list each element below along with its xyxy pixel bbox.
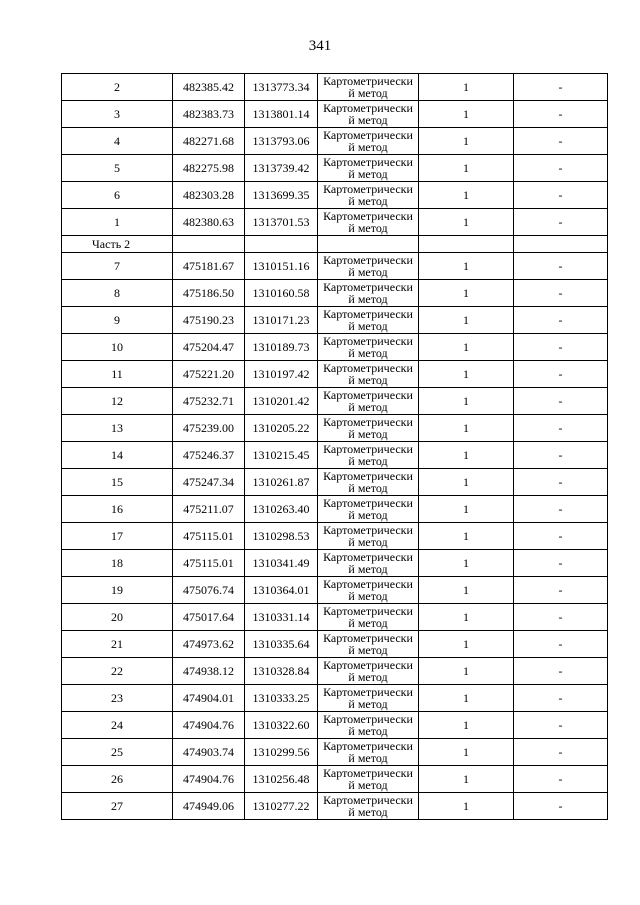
method-cell <box>318 361 419 388</box>
point-number-cell: 2 <box>62 74 173 101</box>
method-text-line1: Картометрически <box>323 74 413 88</box>
table-row <box>62 253 608 280</box>
y-coordinate-cell: 1310215.45 <box>245 442 318 469</box>
page-number: 341 <box>308 38 332 54</box>
method-text-line1: Картометрически <box>323 334 413 348</box>
value-cell: 1 <box>419 550 514 577</box>
table-row <box>62 388 608 415</box>
section-row <box>62 236 608 253</box>
point-number-cell: 11 <box>62 361 173 388</box>
method-text-line1: Картометрически <box>323 415 413 429</box>
method-text-line2: й метод <box>348 265 388 279</box>
method-text-line2: й метод <box>348 221 388 235</box>
y-coordinate-cell: 1310364.01 <box>245 577 318 604</box>
method-text-line2: й метод <box>348 670 388 684</box>
method-cell <box>318 712 419 739</box>
method-cell <box>318 128 419 155</box>
method-cell <box>318 604 419 631</box>
point-number-cell: 16 <box>62 496 173 523</box>
value-cell: 1 <box>419 155 514 182</box>
method-text-line2: й метод <box>348 778 388 792</box>
description-cell: - <box>514 182 608 209</box>
value-cell: 1 <box>419 101 514 128</box>
value-cell: 1 <box>419 793 514 820</box>
value-cell: 1 <box>419 388 514 415</box>
point-number-cell: 26 <box>62 766 173 793</box>
method-text-line2: й метод <box>348 400 388 414</box>
value-cell: 1 <box>419 128 514 155</box>
value-cell: 1 <box>419 469 514 496</box>
y-coordinate-cell: 1310197.42 <box>245 361 318 388</box>
method-text-line2: й метод <box>348 508 388 522</box>
table-row <box>62 739 608 766</box>
method-text-line2: й метод <box>348 194 388 208</box>
value-cell: 1 <box>419 280 514 307</box>
method-text-line2: й метод <box>348 113 388 127</box>
description-cell: - <box>514 739 608 766</box>
table-row <box>62 631 608 658</box>
point-number-cell: 24 <box>62 712 173 739</box>
table-row <box>62 74 608 101</box>
x-coordinate-cell: 475076.74 <box>173 577 245 604</box>
method-cell <box>318 253 419 280</box>
point-number-cell: 20 <box>62 604 173 631</box>
y-coordinate-cell: 1310189.73 <box>245 334 318 361</box>
method-text-line1: Картометрически <box>323 739 413 753</box>
y-coordinate-cell: 1310256.48 <box>245 766 318 793</box>
table-row <box>62 307 608 334</box>
value-cell: 1 <box>419 739 514 766</box>
x-coordinate-cell: 475115.01 <box>173 523 245 550</box>
point-number-cell: 13 <box>62 415 173 442</box>
description-cell: - <box>514 280 608 307</box>
point-number-cell: 18 <box>62 550 173 577</box>
x-coordinate-cell: 475181.67 <box>173 253 245 280</box>
description-cell: - <box>514 469 608 496</box>
point-number-cell: 21 <box>62 631 173 658</box>
method-text-line2: й метод <box>348 751 388 765</box>
description-cell: - <box>514 685 608 712</box>
description-cell: - <box>514 307 608 334</box>
x-coordinate-cell: 482380.63 <box>173 209 245 236</box>
table-row <box>62 155 608 182</box>
y-coordinate-cell: 1310328.84 <box>245 658 318 685</box>
x-coordinate-cell: 474949.06 <box>173 793 245 820</box>
point-number-cell: 25 <box>62 739 173 766</box>
point-number-cell: 19 <box>62 577 173 604</box>
method-text-line2: й метод <box>348 346 388 360</box>
table-row <box>62 128 608 155</box>
y-coordinate-cell: 1313739.42 <box>245 155 318 182</box>
x-coordinate-cell: 475246.37 <box>173 442 245 469</box>
method-text-line1: Картометрически <box>323 658 413 672</box>
point-number-cell: 6 <box>62 182 173 209</box>
description-cell: - <box>514 74 608 101</box>
value-cell: 1 <box>419 604 514 631</box>
description-cell: - <box>514 209 608 236</box>
point-number-cell: 9 <box>62 307 173 334</box>
method-cell <box>318 182 419 209</box>
description-cell: - <box>514 793 608 820</box>
table-row <box>62 496 608 523</box>
method-cell <box>318 334 419 361</box>
x-coordinate-cell: 482271.68 <box>173 128 245 155</box>
method-text-line2: й метод <box>348 481 388 495</box>
y-coordinate-cell: 1313701.53 <box>245 209 318 236</box>
method-text-line2: й метод <box>348 643 388 657</box>
x-coordinate-cell: 475247.34 <box>173 469 245 496</box>
table-row <box>62 209 608 236</box>
method-text-line1: Картометрически <box>323 442 413 456</box>
description-cell: - <box>514 128 608 155</box>
table-row <box>62 550 608 577</box>
method-text-line2: й метод <box>348 562 388 576</box>
method-text-line2: й метод <box>348 292 388 306</box>
table-row <box>62 361 608 388</box>
y-coordinate-cell: 1313793.06 <box>245 128 318 155</box>
description-cell: - <box>514 577 608 604</box>
value-cell: 1 <box>419 631 514 658</box>
method-text-line2: й метод <box>348 535 388 549</box>
value-cell: 1 <box>419 766 514 793</box>
description-cell: - <box>514 550 608 577</box>
method-cell <box>318 442 419 469</box>
table-row <box>62 523 608 550</box>
description-cell: - <box>514 361 608 388</box>
point-number-cell: 22 <box>62 658 173 685</box>
value-cell: 1 <box>419 74 514 101</box>
x-coordinate-cell: 475186.50 <box>173 280 245 307</box>
description-cell: - <box>514 442 608 469</box>
table-row <box>62 658 608 685</box>
y-coordinate-cell: 1310331.14 <box>245 604 318 631</box>
method-cell <box>318 388 419 415</box>
description-cell: - <box>514 712 608 739</box>
point-number-cell: 7 <box>62 253 173 280</box>
point-number-cell: 1 <box>62 209 173 236</box>
value-cell: 1 <box>419 361 514 388</box>
method-text-line1: Картометрически <box>323 361 413 375</box>
value-cell: 1 <box>419 307 514 334</box>
method-cell <box>318 496 419 523</box>
description-cell: - <box>514 604 608 631</box>
point-number-cell: 15 <box>62 469 173 496</box>
description-cell: - <box>514 631 608 658</box>
x-coordinate-cell: 475204.47 <box>173 334 245 361</box>
point-number-cell: 17 <box>62 523 173 550</box>
point-number-cell: 5 <box>62 155 173 182</box>
table-row <box>62 415 608 442</box>
method-text-line1: Картометрически <box>323 388 413 402</box>
method-cell <box>318 658 419 685</box>
table-row <box>62 334 608 361</box>
y-coordinate-cell: 1310335.64 <box>245 631 318 658</box>
method-text-line1: Картометрически <box>323 766 413 780</box>
value-cell: 1 <box>419 712 514 739</box>
method-text-line2: й метод <box>348 140 388 154</box>
value-cell: 1 <box>419 209 514 236</box>
method-text-line1: Картометрически <box>323 155 413 169</box>
value-cell: 1 <box>419 182 514 209</box>
method-text-line1: Картометрически <box>323 253 413 267</box>
section-label: Часть 2 <box>62 236 173 253</box>
empty-cell <box>419 236 514 253</box>
x-coordinate-cell: 475239.00 <box>173 415 245 442</box>
description-cell: - <box>514 496 608 523</box>
method-cell <box>318 209 419 236</box>
method-text-line2: й метод <box>348 724 388 738</box>
y-coordinate-cell: 1310299.56 <box>245 739 318 766</box>
method-text-line2: й метод <box>348 805 388 819</box>
y-coordinate-cell: 1310333.25 <box>245 685 318 712</box>
table-row <box>62 766 608 793</box>
y-coordinate-cell: 1310151.16 <box>245 253 318 280</box>
description-cell: - <box>514 253 608 280</box>
point-number-cell: 14 <box>62 442 173 469</box>
method-cell <box>318 739 419 766</box>
method-cell <box>318 523 419 550</box>
y-coordinate-cell: 1310298.53 <box>245 523 318 550</box>
method-text-line2: й метод <box>348 373 388 387</box>
method-text-line2: й метод <box>348 697 388 711</box>
method-text-line1: Картометрически <box>323 280 413 294</box>
x-coordinate-cell: 475190.23 <box>173 307 245 334</box>
description-cell: - <box>514 766 608 793</box>
empty-cell <box>245 236 318 253</box>
x-coordinate-cell: 474904.76 <box>173 766 245 793</box>
value-cell: 1 <box>419 415 514 442</box>
method-text-line2: й метод <box>348 167 388 181</box>
x-coordinate-cell: 475211.07 <box>173 496 245 523</box>
method-text-line2: й метод <box>348 616 388 630</box>
description-cell: - <box>514 415 608 442</box>
table-row <box>62 280 608 307</box>
point-number-cell: 27 <box>62 793 173 820</box>
y-coordinate-cell: 1310205.22 <box>245 415 318 442</box>
point-number-cell: 8 <box>62 280 173 307</box>
x-coordinate-cell: 475232.71 <box>173 388 245 415</box>
method-text-line2: й метод <box>348 319 388 333</box>
method-cell <box>318 469 419 496</box>
y-coordinate-cell: 1310322.60 <box>245 712 318 739</box>
method-cell <box>318 766 419 793</box>
coordinates-table <box>61 73 608 820</box>
empty-cell <box>318 236 419 253</box>
point-number-cell: 10 <box>62 334 173 361</box>
method-cell <box>318 101 419 128</box>
x-coordinate-cell: 482385.42 <box>173 74 245 101</box>
x-coordinate-cell: 474904.01 <box>173 685 245 712</box>
method-text-line2: й метод <box>348 86 388 100</box>
y-coordinate-cell: 1313699.35 <box>245 182 318 209</box>
value-cell: 1 <box>419 523 514 550</box>
value-cell: 1 <box>419 334 514 361</box>
table-row <box>62 577 608 604</box>
x-coordinate-cell: 482275.98 <box>173 155 245 182</box>
x-coordinate-cell: 475017.64 <box>173 604 245 631</box>
description-cell: - <box>514 658 608 685</box>
method-text-line1: Картометрически <box>323 101 413 115</box>
y-coordinate-cell: 1310263.40 <box>245 496 318 523</box>
x-coordinate-cell: 474973.62 <box>173 631 245 658</box>
method-text-line1: Картометрически <box>323 182 413 196</box>
method-cell <box>318 631 419 658</box>
method-text-line1: Картометрически <box>323 631 413 645</box>
description-cell: - <box>514 523 608 550</box>
empty-cell <box>514 236 608 253</box>
value-cell: 1 <box>419 658 514 685</box>
point-number-cell: 3 <box>62 101 173 128</box>
coordinates-table-body <box>62 74 608 820</box>
table-row <box>62 182 608 209</box>
table-row <box>62 604 608 631</box>
table-row <box>62 712 608 739</box>
y-coordinate-cell: 1310160.58 <box>245 280 318 307</box>
value-cell: 1 <box>419 253 514 280</box>
method-text-line2: й метод <box>348 589 388 603</box>
method-cell <box>318 793 419 820</box>
description-cell: - <box>514 334 608 361</box>
method-text-line1: Картометрически <box>323 128 413 142</box>
x-coordinate-cell: 482383.73 <box>173 101 245 128</box>
method-text-line1: Картометрически <box>323 209 413 223</box>
method-text-line1: Картометрически <box>323 712 413 726</box>
y-coordinate-cell: 1313801.14 <box>245 101 318 128</box>
y-coordinate-cell: 1310171.23 <box>245 307 318 334</box>
method-text-line1: Картометрически <box>323 604 413 618</box>
method-cell <box>318 155 419 182</box>
method-text-line1: Картометрически <box>323 307 413 321</box>
method-text-line1: Картометрически <box>323 793 413 807</box>
method-text-line1: Картометрически <box>323 523 413 537</box>
method-cell <box>318 307 419 334</box>
method-cell <box>318 74 419 101</box>
value-cell: 1 <box>419 685 514 712</box>
point-number-cell: 12 <box>62 388 173 415</box>
point-number-cell: 23 <box>62 685 173 712</box>
x-coordinate-cell: 475221.20 <box>173 361 245 388</box>
table-row <box>62 685 608 712</box>
value-cell: 1 <box>419 442 514 469</box>
y-coordinate-cell: 1310341.49 <box>245 550 318 577</box>
method-text-line1: Картометрически <box>323 577 413 591</box>
table-row <box>62 101 608 128</box>
value-cell: 1 <box>419 577 514 604</box>
method-text-line1: Картометрически <box>323 550 413 564</box>
value-cell: 1 <box>419 496 514 523</box>
y-coordinate-cell: 1313773.34 <box>245 74 318 101</box>
table-row <box>62 442 608 469</box>
x-coordinate-cell: 474904.76 <box>173 712 245 739</box>
description-cell: - <box>514 155 608 182</box>
method-text-line2: й метод <box>348 427 388 441</box>
method-text-line1: Картометрически <box>323 496 413 510</box>
x-coordinate-cell: 482303.28 <box>173 182 245 209</box>
x-coordinate-cell: 474938.12 <box>173 658 245 685</box>
point-number-cell: 4 <box>62 128 173 155</box>
description-cell: - <box>514 388 608 415</box>
table-row <box>62 793 608 820</box>
y-coordinate-cell: 1310261.87 <box>245 469 318 496</box>
method-text-line1: Картометрически <box>323 469 413 483</box>
x-coordinate-cell: 475115.01 <box>173 550 245 577</box>
description-cell: - <box>514 101 608 128</box>
method-cell <box>318 550 419 577</box>
method-cell <box>318 685 419 712</box>
method-cell <box>318 577 419 604</box>
method-cell <box>318 280 419 307</box>
y-coordinate-cell: 1310277.22 <box>245 793 318 820</box>
method-text-line2: й метод <box>348 454 388 468</box>
x-coordinate-cell: 474903.74 <box>173 739 245 766</box>
table-row <box>62 469 608 496</box>
method-text-line1: Картометрически <box>323 685 413 699</box>
empty-cell <box>173 236 245 253</box>
method-cell <box>318 415 419 442</box>
y-coordinate-cell: 1310201.42 <box>245 388 318 415</box>
